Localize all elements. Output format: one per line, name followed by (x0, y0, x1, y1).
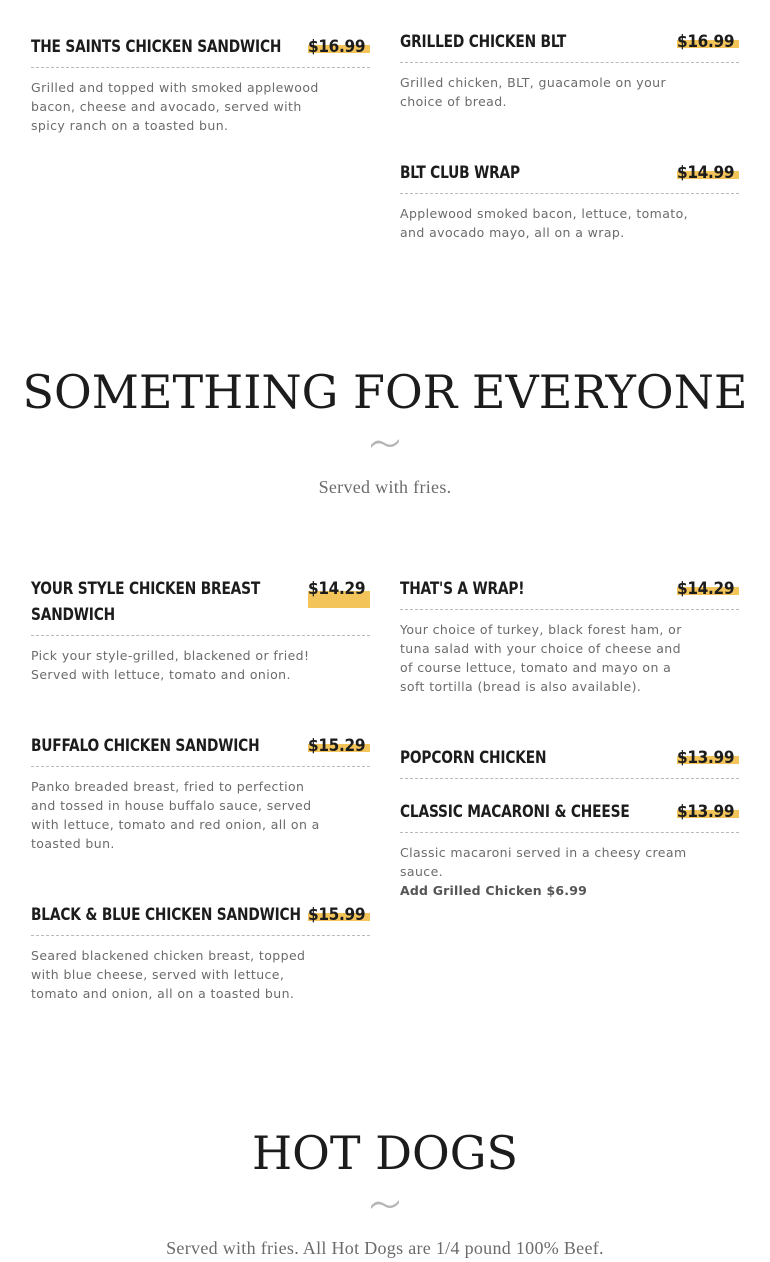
menu-item (400, 29, 739, 111)
menu-item-name: YOUR STYLE CHICKEN BREAST SANDWICH (31, 579, 261, 625)
menu-item-header (31, 733, 370, 767)
menu-item (400, 799, 739, 900)
menu-item-name: BLT CLUB WRAP (400, 163, 520, 183)
menu-item-description: Applewood smoked bacon, lettuce, tomato, and avocado mayo, all on a wrap. (400, 206, 689, 240)
menu-item-description (400, 843, 690, 900)
menu-item-header (31, 902, 370, 936)
section-everyone-header (0, 366, 770, 499)
flourish-icon (370, 1197, 400, 1211)
menu-item-name: BUFFALO CHICKEN SANDWICH (31, 736, 260, 756)
menu-item-name: GRILLED CHICKEN BLT (400, 32, 567, 52)
menu-item-price: $16.99 (677, 29, 739, 55)
menu-item-price: $15.99 (308, 902, 370, 928)
menu-item-header (31, 576, 370, 636)
menu-item-description: Pick your style-grilled, blackened or fried! Served with lettuce, tomato and onion. (31, 648, 310, 682)
menu-item-price: $15.29 (308, 733, 370, 759)
menu-item-description: Your choice of turkey, black forest ham, or tuna salad with your choice of cheese and of course lettuce, tomato and mayo on a soft tortilla (bread is also available). (400, 622, 682, 694)
menu-item-header (400, 29, 739, 63)
menu-item-price: $13.99 (677, 745, 739, 771)
menu-item-description: Grilled and topped with smoked applewood bacon, cheese and avocado, served with spicy ranch on a toasted bun. (31, 80, 319, 133)
menu-item-description: Grilled chicken, BLT, guacamole on your choice of bread. (400, 75, 666, 109)
menu-item-name: POPCORN CHICKEN (400, 748, 547, 768)
menu-item-description: Panko breaded breast, fried to perfection and tossed in house buffalo sauce, served with lettuce, tomato and red onion, all on a toasted bun. (31, 779, 320, 851)
menu-item (400, 745, 739, 779)
menu-item (400, 576, 739, 696)
section-title: HOT DOGS (252, 1126, 518, 1180)
menu-item-name: BLACK & BLUE CHICKEN SANDWICH (31, 905, 301, 925)
menu-item (31, 733, 370, 853)
menu-item-price: $13.99 (677, 799, 739, 825)
menu-item-header (400, 576, 739, 610)
menu-item-description: Seared blackened chicken breast, topped with blue cheese, served with lettuce, tomato and onion, all on a toasted bun. (31, 948, 306, 1001)
section-subtitle: Served with fries. (318, 477, 452, 497)
menu-item-description-text: Classic macaroni served in a cheesy cream sauce. (400, 845, 687, 879)
menu-item-price: $14.29 (677, 576, 739, 602)
section-title: SOMETHING FOR EVERYONE (22, 365, 748, 419)
menu-item (31, 902, 370, 1003)
menu-item (31, 34, 370, 135)
menu-item-price: $16.99 (308, 34, 370, 60)
menu-item (400, 160, 739, 242)
menu-item-price: $14.99 (677, 160, 739, 186)
section-hotdogs-header (0, 1127, 770, 1260)
menu-item-addon: Add Grilled Chicken $6.99 (400, 883, 587, 898)
section-subtitle: Served with fries. All Hot Dogs are 1/4 pound 100% Beef. (166, 1238, 604, 1258)
menu-item-header (400, 160, 739, 194)
menu-item-header (31, 34, 370, 68)
menu-item-name: THAT'S A WRAP! (400, 579, 525, 599)
menu-item-header (400, 799, 739, 833)
menu-item-header (400, 745, 739, 779)
menu-item-name: CLASSIC MACARONI & CHEESE (400, 802, 630, 822)
flourish-icon (370, 436, 400, 450)
menu-item (31, 576, 370, 684)
menu-item-name: THE SAINTS CHICKEN SANDWICH (31, 37, 282, 57)
menu-item-price: $14.29 (308, 576, 370, 608)
